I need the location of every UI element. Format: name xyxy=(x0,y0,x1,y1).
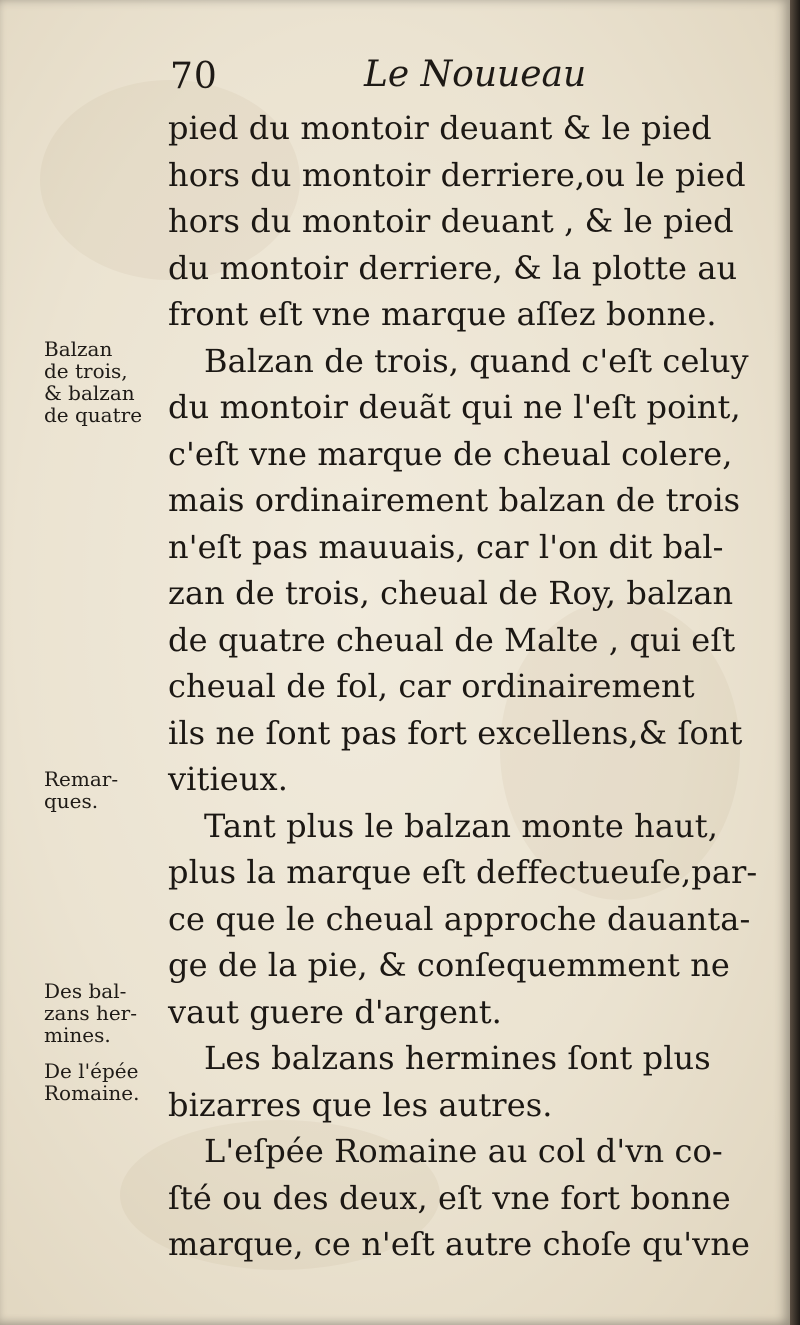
margin-note-line: & balzan xyxy=(44,381,135,405)
text-line: n'eſt pas mauuais, car l'on dit bal- xyxy=(168,527,724,566)
text-line: cheual de fol, car ordinairement xyxy=(168,667,695,705)
margin-note-line: zans her- xyxy=(44,1001,137,1025)
text-line: ce que le cheual approche dauanta- xyxy=(168,899,751,938)
page-number: 70 xyxy=(170,56,218,97)
book-spine-shadow xyxy=(790,0,800,1325)
text-line: du montoir derriere, & la plotte au xyxy=(168,248,738,287)
margin-note-line: de quatre xyxy=(44,403,143,427)
text-line: plus la marque eſt deffectueuſe,par- xyxy=(168,853,758,891)
text-line: hors du montoir deuant , & le pied xyxy=(168,202,734,240)
text-line: pied du montoir deuant & le pied xyxy=(168,109,712,147)
text-line: vitieux. xyxy=(168,760,288,798)
text-line: de quatre cheual de Malte , qui eſt xyxy=(168,620,736,659)
margin-note-line: De l'épée xyxy=(44,1059,139,1083)
margin-note-line: Des bal- xyxy=(44,979,127,1003)
text-line: L'eſpée Romaine au col d'vn co- xyxy=(204,1132,723,1170)
text-line: marque, ce n'eſt autre choſe qu'vne xyxy=(168,1225,751,1263)
text-line: ils ne ſont pas fort excellens,& ſont xyxy=(168,713,743,752)
text-line: zan de trois, cheual de Roy, balzan xyxy=(168,574,734,612)
text-line: ge de la pie, & conſequemment ne xyxy=(168,946,730,984)
body-text xyxy=(168,105,758,1268)
text-line: hors du montoir derriere,ou le pied xyxy=(168,155,746,194)
margin-note-hermines xyxy=(44,980,166,1046)
text-line: Tant plus le balzan monte haut, xyxy=(204,806,718,845)
text-line: Les balzans hermines ſont plus xyxy=(204,1039,711,1077)
margin-note-line: mines. xyxy=(44,1023,111,1047)
text-line: ſté ou des deux, eſt vne fort bonne xyxy=(168,1178,731,1217)
margin-note-remarques xyxy=(44,768,166,812)
text-line: vaut guere d'argent. xyxy=(168,992,502,1031)
margin-note-line: de trois, xyxy=(44,359,128,383)
page-header xyxy=(168,50,728,98)
margin-note-balzan xyxy=(44,338,166,426)
margin-note-line: Remar- xyxy=(44,767,119,791)
text-line: bizarres que les autres. xyxy=(168,1085,553,1124)
margin-note-epee xyxy=(44,1060,166,1104)
margin-note-line: Balzan xyxy=(44,337,113,361)
text-line: mais ordinairement balzan de trois xyxy=(168,481,741,519)
margin-note-line: Romaine. xyxy=(44,1081,140,1105)
text-line: front eſt vne marque aſſez bonne. xyxy=(168,295,717,333)
text-line: Balzan de trois, quand c'eſt celuy xyxy=(204,341,749,380)
text-line: du montoir deuãt qui ne l'eſt point, xyxy=(168,388,741,426)
text-line: c'eſt vne marque de cheual colere, xyxy=(168,434,733,473)
running-head: Le Nouueau xyxy=(364,54,587,95)
margin-note-line: ques. xyxy=(44,789,99,813)
